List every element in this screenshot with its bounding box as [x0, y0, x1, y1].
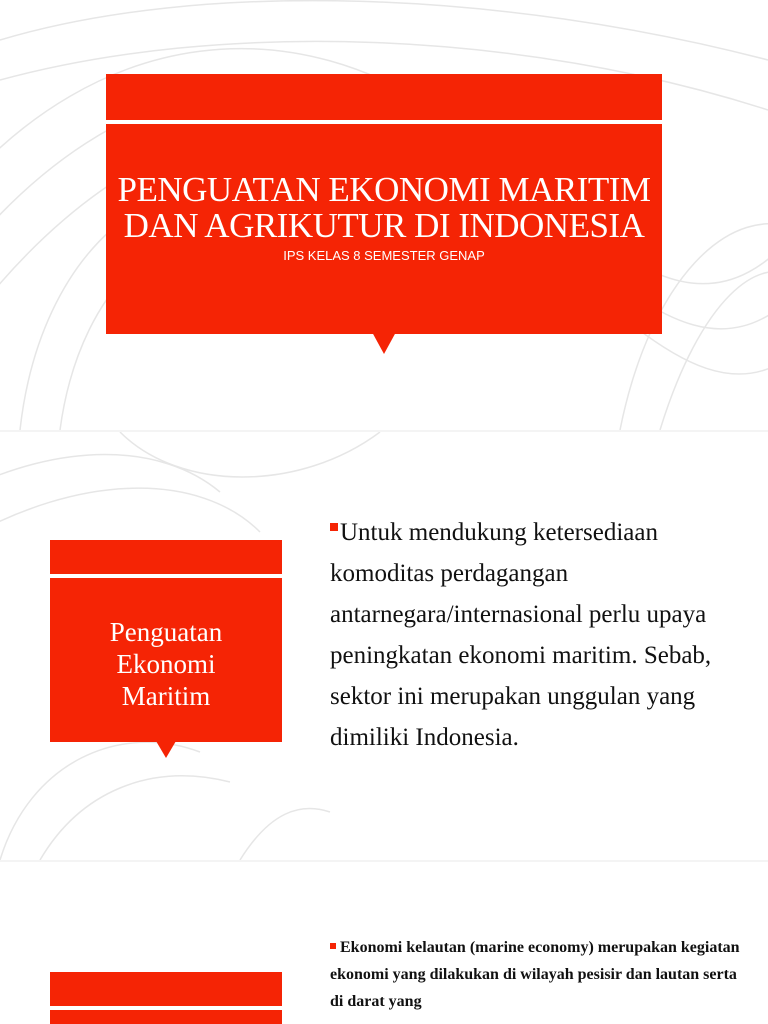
bullet-square-icon [330, 523, 338, 531]
bullet-text: Untuk mendukung ketersediaan komoditas perdagangan antarnegara/internasional perlu upaya peningkatan ekonomi maritim. Sebab, sektor ini merupakan unggulan yang dimiliki Indonesia. [330, 519, 712, 751]
title-line-2: DAN AGRIKUTUR DI INDONESIA [123, 206, 645, 245]
label-band [50, 1006, 282, 1010]
bullet-square-icon [330, 943, 336, 949]
callout-pointer [372, 332, 396, 354]
bullet-item [330, 934, 750, 1015]
slide-penguatan-ekonomi-maritim [0, 432, 768, 860]
section-title-line-3: Maritim [121, 681, 211, 711]
title-line-1: PENGUATAN EKONOMI MARITIM [117, 170, 651, 209]
slide-title [0, 0, 768, 430]
callout-pointer [156, 741, 176, 758]
bullet-text: Ekonomi kelautan (marine economy) merupakan kegiatan ekonomi yang dilakukan di wilayah pesisir dan lautan serta di darat yang [330, 939, 740, 1010]
section-title-line-2: Ekonomi [116, 649, 216, 679]
subtitle: IPS KELAS 8 SEMESTER GENAP [283, 248, 485, 263]
bullet-item [330, 512, 750, 758]
section-label-box [50, 540, 282, 742]
slide-ekonomi-kelautan [0, 862, 768, 1024]
title-band [106, 120, 662, 124]
title-box [106, 74, 662, 334]
main-title [106, 172, 662, 244]
section-label-box [50, 972, 282, 1024]
label-band [50, 574, 282, 578]
section-title-line-1: Penguatan [109, 617, 223, 647]
section-title [50, 616, 282, 712]
